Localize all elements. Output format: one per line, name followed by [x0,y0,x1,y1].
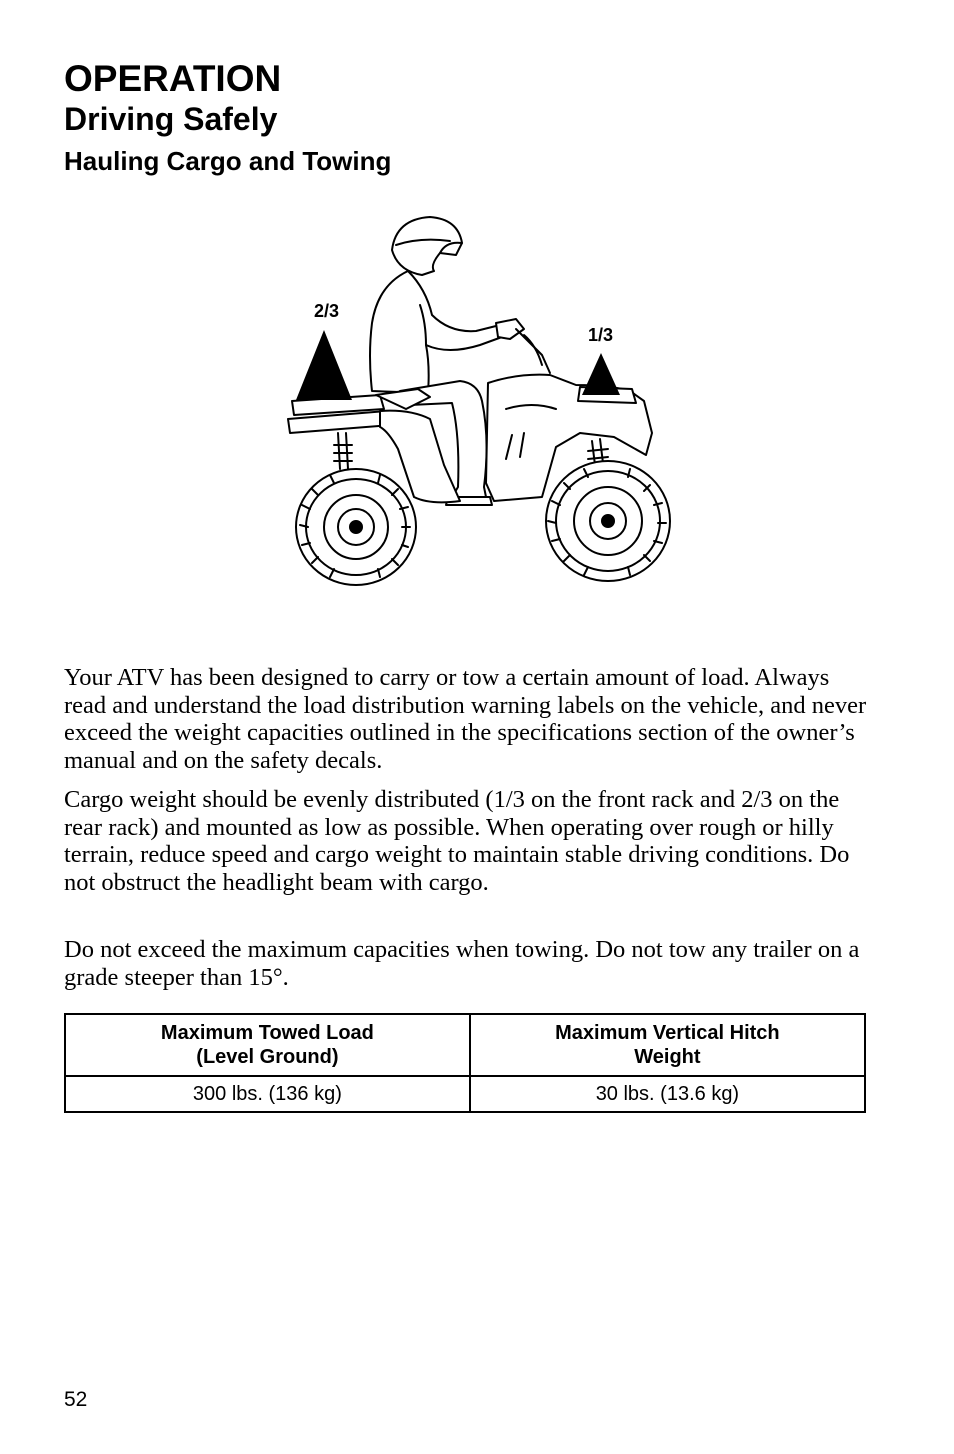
section-title: OPERATION [64,58,282,99]
table-header-towed-load: Maximum Towed Load (Level Ground) [65,1014,470,1076]
atv-rider-illustration [280,205,680,600]
atv-load-distribution-figure [280,205,680,600]
rear-load-label: 2/3 [314,301,340,321]
table-header-row [65,1014,865,1076]
table-cell-towed-load: 300 lbs. (136 kg) [65,1076,470,1112]
front-load-triangle [582,353,620,395]
paragraph-cargo-distribution: Cargo weight should be evenly distributed (1/3 on the front rack and 2/3 on the rear rack) and mounted as low as possible. When operating over rough or hilly terrain, reduce speed and cargo weight to maintain stable driving conditions. Do not obstruct the headlight beam with cargo. [64,786,850,896]
towing-capacity-table [64,1013,866,1113]
table-cell-hitch-weight: 30 lbs. (13.6 kg) [470,1076,865,1112]
table-header-hitch-weight: Maximum Vertical Hitch Weight [470,1014,865,1076]
paragraph-towing: Do not exceed the maximum capacities when towing. Do not tow any trailer on a grade steeper than 15°. [64,936,860,991]
paragraph-load-intro: Your ATV has been designed to carry or tow a certain amount of load. Always read and understand the load distribution warning labels on the vehicle, and never exceed the weight capacities outlined in the specifications section of the owner’s manual and on the safety decals. [64,664,867,774]
page-title: Driving Safely [64,101,278,137]
page-number: 52 [64,1388,88,1411]
rear-load-triangle [296,330,352,400]
subsection-title: Hauling Cargo and Towing [64,146,392,176]
front-load-label: 1/3 [588,325,614,345]
table-row [65,1076,865,1112]
